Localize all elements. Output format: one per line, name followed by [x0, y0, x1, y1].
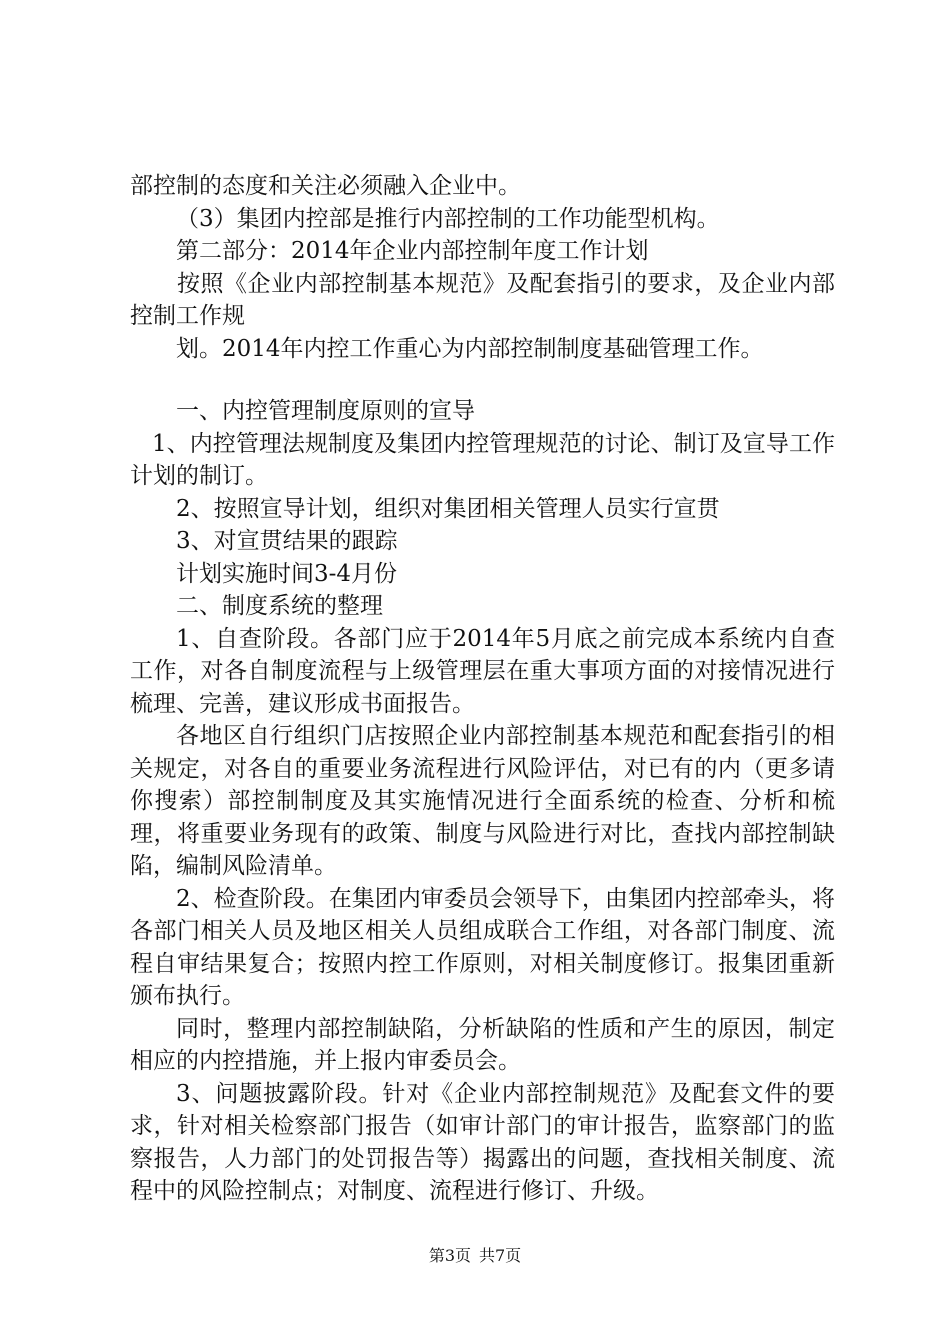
paragraph-disclosure: 3、问题披露阶段。针对《企业内部控制规范》及配套文件的要求，针对相关检察部门报告（如审计部门的审计报告，监察部门的监察报告，人力部门的处罚报告等）揭露出的问题，查找相关制度、流程中的风险控制点；对制度、流程进行修订、升级。	[130, 1080, 835, 1204]
paragraph-intro: 按照《企业内部控制基本规范》及配套指引的要求，及企业内部控制工作规	[130, 270, 835, 329]
section-heading-part-two: 第二部分：2014年企业内部控制年度工作计划	[176, 238, 649, 264]
section-heading-two: 二、制度系统的整理	[176, 593, 383, 619]
page-total: 共7页	[479, 1246, 522, 1265]
document-body	[130, 170, 835, 1208]
paragraph-plan-focus: 划。2014年内控工作重心为内部控制制度基础管理工作。	[176, 335, 764, 362]
paragraph-self-check: 1、自查阶段。各部门应于2014年5月底之前完成本系统内自查工作，对各自制度流程与上级管理层在重大事项方面的对接情况进行梳理、完善，建议形成书面报告。	[130, 625, 835, 717]
paragraph-item-3: （3）集团内控部是推行内部控制的工作功能型机构。	[176, 205, 720, 232]
schedule-note: 计划实施时间3-4月份	[176, 560, 398, 587]
list-item-1: 1、内控管理法规制度及集团内控管理规范的讨论、制订及宣导工作计划的制订。	[130, 430, 835, 489]
page-footer	[0, 1243, 950, 1266]
list-item-2: 2、按照宣导计划，组织对集团相关管理人员实行宣贯	[176, 495, 720, 522]
paragraph-inspection: 2、检查阶段。在集团内审委员会领导下，由集团内控部牵头，将各部门相关人员及地区相关人员组成联合工作组，对各部门制度、流程自审结果复合；按照内控工作原则，对相关制度修订。报集团重新颁布执行。	[130, 885, 835, 1009]
paragraph-defects: 同时，整理内部控制缺陷，分析缺陷的性质和产生的原因，制定相应的内控措施，并上报内审委员会。	[130, 1015, 835, 1074]
list-item-3: 3、对宣贯结果的跟踪	[176, 528, 398, 554]
paragraph-continuation: 部控制的态度和关注必须融入企业中。	[130, 173, 521, 199]
section-heading-one: 一、内控管理制度原则的宣导	[176, 398, 475, 424]
page-number: 第3页	[428, 1246, 471, 1265]
paragraph-regional: 各地区自行组织门店按照企业内部控制基本规范和配套指引的相关规定，对各自的重要业务流程进行风险评估，对已有的内（更多请你搜索）部控制制度及其实施情况进行全面系统的检查、分析和梳理，将重要业务现有的政策、制度与风险进行对比，查找内部控制缺陷，编制风险清单。	[130, 723, 835, 879]
